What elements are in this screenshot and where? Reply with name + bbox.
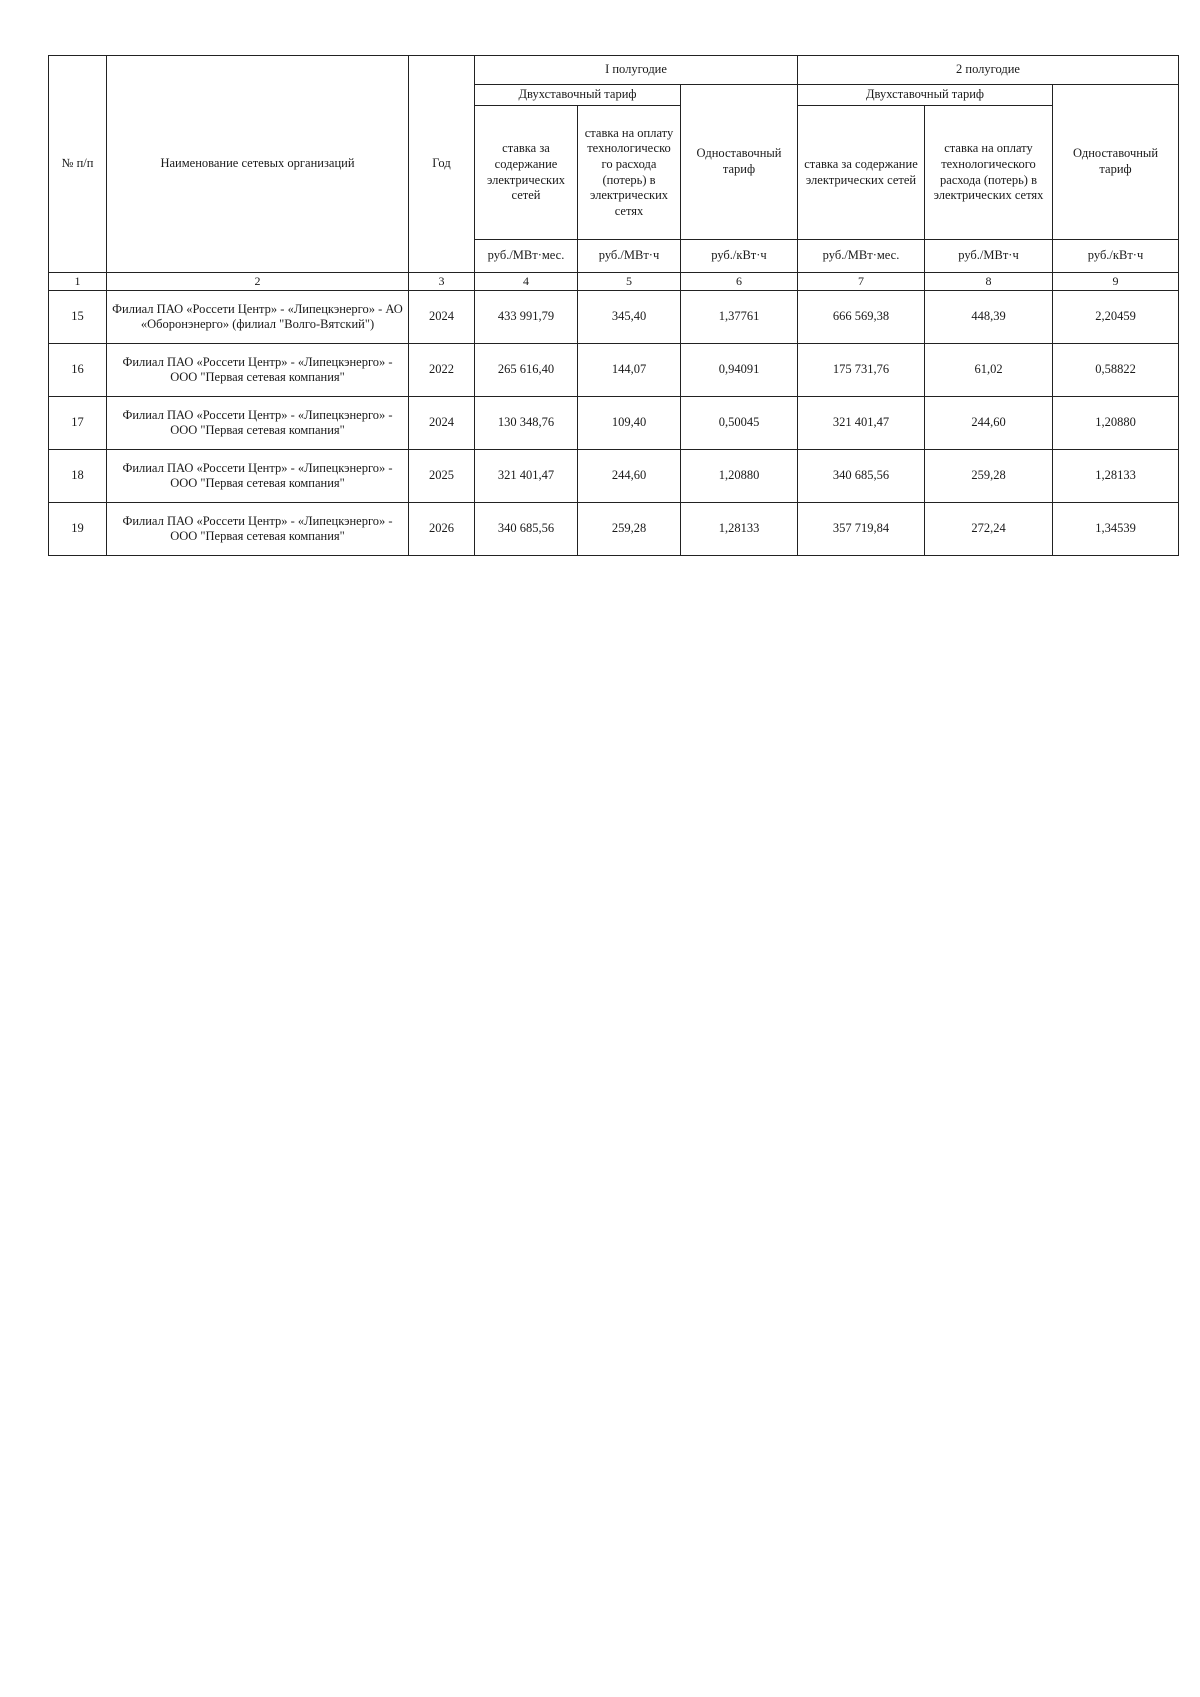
row-h2-maintenance: 321 401,47 [798,397,925,450]
column-number: 1 [49,273,107,291]
column-number: 3 [409,273,475,291]
document-page [48,55,1178,556]
table-row [49,344,1179,397]
row-num: 17 [49,397,107,450]
column-number: 5 [578,273,681,291]
row-year: 2022 [409,344,475,397]
column-number: 7 [798,273,925,291]
unit-h2-losses: руб./МВт·ч [925,240,1053,273]
header-name: Наименование сетевых организаций [107,56,409,273]
row-h2-losses: 61,02 [925,344,1053,397]
row-num: 15 [49,291,107,344]
table-row [49,450,1179,503]
column-number: 6 [681,273,798,291]
row-h2-losses: 259,28 [925,450,1053,503]
row-h1-one-rate: 0,94091 [681,344,798,397]
row-h1-maintenance: 265 616,40 [475,344,578,397]
row-num: 16 [49,344,107,397]
row-h1-losses: 259,28 [578,503,681,556]
column-number-row [49,273,1179,291]
row-h1-one-rate: 1,20880 [681,450,798,503]
column-number: 8 [925,273,1053,291]
header-num: № п/п [49,56,107,273]
row-h1-losses: 109,40 [578,397,681,450]
row-year: 2024 [409,291,475,344]
row-h2-maintenance: 357 719,84 [798,503,925,556]
row-org-name: Филиал ПАО «Россети Центр» - «Липецкэнерго» - ООО "Первая сетевая компания" [107,450,409,503]
row-h1-maintenance: 321 401,47 [475,450,578,503]
table-row [49,397,1179,450]
column-number: 4 [475,273,578,291]
row-h2-maintenance: 175 731,76 [798,344,925,397]
row-h2-losses: 244,60 [925,397,1053,450]
row-year: 2025 [409,450,475,503]
row-h1-losses: 345,40 [578,291,681,344]
row-h2-maintenance: 340 685,56 [798,450,925,503]
row-h2-one-rate: 0,58822 [1053,344,1179,397]
row-h1-one-rate: 0,50045 [681,397,798,450]
row-org-name: Филиал ПАО «Россети Центр» - «Липецкэнерго» - ООО "Первая сетевая компания" [107,503,409,556]
unit-h1-maintenance: руб./МВт·мес. [475,240,578,273]
table-row [49,291,1179,344]
row-org-name: Филиал ПАО «Россети Центр» - «Липецкэнерго» - АО «Оборонэнерго» (филиал "Волго-Вятский") [107,291,409,344]
row-h2-maintenance: 666 569,38 [798,291,925,344]
row-h1-losses: 244,60 [578,450,681,503]
unit-h2-maintenance: руб./МВт·мес. [798,240,925,273]
tariff-table [48,55,1179,556]
header-h1-losses: ставка на оплату технологическо го расхода (потерь) в электрических сетях [578,106,681,240]
row-year: 2024 [409,397,475,450]
row-h2-losses: 272,24 [925,503,1053,556]
header-h2-one-rate: Одноставочный тариф [1053,85,1179,240]
header-h1-two-rate: Двухставочный тариф [475,85,681,106]
row-h1-maintenance: 433 991,79 [475,291,578,344]
row-year: 2026 [409,503,475,556]
row-num: 18 [49,450,107,503]
row-h2-losses: 448,39 [925,291,1053,344]
row-h2-one-rate: 1,34539 [1053,503,1179,556]
row-num: 19 [49,503,107,556]
column-number: 2 [107,273,409,291]
table-row [49,503,1179,556]
row-org-name: Филиал ПАО «Россети Центр» - «Липецкэнерго» - ООО "Первая сетевая компания" [107,397,409,450]
header-h2-maintenance: ставка за содержание электрических сетей [798,106,925,240]
row-h1-maintenance: 130 348,76 [475,397,578,450]
header-half-1: I полугодие [475,56,798,85]
column-number: 9 [1053,273,1179,291]
header-h2-two-rate: Двухставочный тариф [798,85,1053,106]
row-h1-one-rate: 1,37761 [681,291,798,344]
header-h1-one-rate: Одноставочный тариф [681,85,798,240]
row-h1-maintenance: 340 685,56 [475,503,578,556]
unit-h2-one-rate: руб./кВт·ч [1053,240,1179,273]
row-org-name: Филиал ПАО «Россети Центр» - «Липецкэнерго» - ООО "Первая сетевая компания" [107,344,409,397]
header-h2-losses: ставка на оплату технологического расхода (потерь) в электрических сетях [925,106,1053,240]
unit-h1-losses: руб./МВт·ч [578,240,681,273]
row-h2-one-rate: 1,28133 [1053,450,1179,503]
header-half-2: 2 полугодие [798,56,1179,85]
row-h2-one-rate: 1,20880 [1053,397,1179,450]
header-h1-maintenance: ставка за содержание электрических сетей [475,106,578,240]
unit-h1-one-rate: руб./кВт·ч [681,240,798,273]
row-h1-one-rate: 1,28133 [681,503,798,556]
row-h2-one-rate: 2,20459 [1053,291,1179,344]
header-year: Год [409,56,475,273]
row-h1-losses: 144,07 [578,344,681,397]
